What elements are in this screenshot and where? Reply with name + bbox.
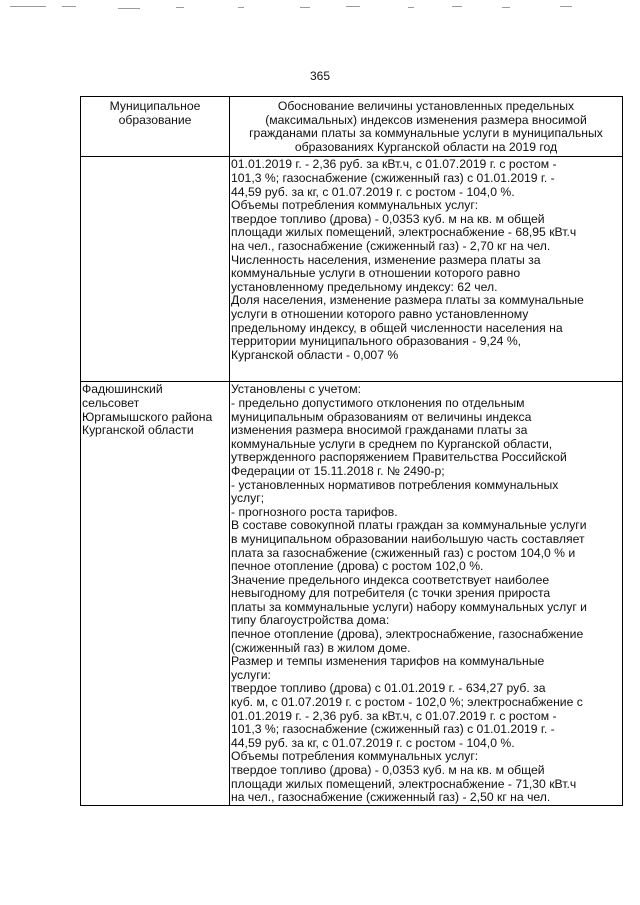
text-line: 101,3 %; газоснабжение (сжиженный газ) с 01.01.2019 г. - xyxy=(231,723,555,737)
text-line: на чел., газоснабжение (сжиженный газ) - 2,50 кг на чел. xyxy=(231,791,551,805)
table-row xyxy=(81,382,623,805)
text-line: коммунальные услуги в среднем по Курганской области, xyxy=(231,437,553,451)
text-line: Курганской области - 0,007 % xyxy=(231,348,399,362)
text-line: Юргамышского района xyxy=(82,410,213,424)
justification-table xyxy=(80,96,623,806)
text-line: установленному предельному индексу: 62 чел. xyxy=(231,280,498,294)
text-line: - прогнозного роста тарифов. xyxy=(231,505,398,519)
text-line: 01.01.2019 г. - 2,36 руб. за кВт.ч, с 01.07.2019 г. с ростом - xyxy=(231,709,557,723)
text-line: - установленных нормативов потребления коммунальных xyxy=(231,478,559,492)
text-line: (сжиженный газ) в жилом доме. xyxy=(231,641,411,655)
text-line: Обоснование величины установленных предельных xyxy=(277,100,575,113)
text-line: печное отопление (дрова) с ростом 102,0 %. xyxy=(231,560,484,574)
justification-text xyxy=(231,383,621,804)
text-line: Фадюшинский xyxy=(82,383,163,397)
justification-cell xyxy=(230,382,623,805)
header-municipality-text xyxy=(82,100,228,127)
header-justification-cell xyxy=(230,97,623,157)
text-line: территории муниципального образования - 9,24 %, xyxy=(231,335,522,349)
text-line: предельному индексу, в общей численности населения на xyxy=(231,321,563,335)
text-line: куб. м, с 01.07.2019 г. с ростом - 102,0 %; электроснабжение с xyxy=(231,696,583,710)
header-justification-text xyxy=(231,100,621,154)
text-line: Объемы потребления коммунальных услуг: xyxy=(231,750,479,764)
text-line: плата за газоснабжение (сжиженный газ) с ростом 104,0 % и xyxy=(231,546,576,560)
municipality-text xyxy=(82,383,228,437)
text-line: образование xyxy=(118,113,192,127)
justification-cell xyxy=(230,157,623,382)
header-municipality-cell xyxy=(81,97,230,157)
text-line: изменения размера вносимой гражданами платы за xyxy=(231,424,528,438)
text-line: Численность населения, изменение размера платы за xyxy=(231,253,541,267)
text-line: Муниципальное xyxy=(109,100,201,113)
text-line: типу благоустройства дома: xyxy=(231,614,390,628)
text-line: в муниципальном образовании наибольшую часть составляет xyxy=(231,532,585,546)
justification-text xyxy=(231,158,621,362)
text-line: Размер и темпы изменения тарифов на коммунальные xyxy=(231,655,545,669)
text-line: сельсовет xyxy=(82,396,140,410)
text-line: муниципальным образованиям от величины индекса xyxy=(231,410,532,424)
scan-artifact-strip xyxy=(0,0,640,14)
text-line: услуг; xyxy=(231,492,265,506)
text-line: Установлены с учетом: xyxy=(231,383,361,397)
page-number: 365 xyxy=(309,69,331,83)
text-line: на чел., газоснабжение (сжиженный газ) - 2,70 кг на чел. xyxy=(231,239,551,253)
text-line: услуги в отношении которого равно установленному xyxy=(231,307,529,321)
text-line: Курганской области xyxy=(82,424,194,438)
text-line: гражданами платы за коммунальные услуги в муниципальных xyxy=(249,127,603,141)
table-row xyxy=(81,157,623,382)
text-line: площади жилых помещений, электроснабжение - 71,30 кВт.ч xyxy=(231,777,577,791)
text-line: 44,59 руб. за кг, с 01.07.2019 г. с ростом - 104,0 %. xyxy=(231,185,515,199)
municipality-cell xyxy=(81,382,230,805)
text-line: 01.01.2019 г. - 2,36 руб. за кВт.ч, с 01.07.2019 г. с ростом - xyxy=(231,158,557,172)
text-line: площади жилых помещений, электроснабжение - 68,95 кВт.ч xyxy=(231,226,577,240)
text-line: образованиях Курганской области на 2019 год xyxy=(294,140,558,154)
municipality-cell xyxy=(81,157,230,382)
text-line: 44,59 руб. за кг, с 01.07.2019 г. с ростом - 104,0 %. xyxy=(231,736,515,750)
table-header-row xyxy=(81,97,623,157)
text-line: Доля населения, изменение размера платы за коммунальные xyxy=(231,294,584,308)
text-line: печное отопление (дрова), электроснабжение, газоснабжение xyxy=(231,628,584,642)
text-line: Объемы потребления коммунальных услуг: xyxy=(231,199,479,213)
text-line: Значение предельного индекса соответствует наиболее xyxy=(231,573,550,587)
text-line: твердое топливо (дрова) - 0,0353 куб. м на кв. м общей xyxy=(231,764,545,777)
text-line: коммунальные услуги в отношении которого равно xyxy=(231,267,521,281)
text-line: утвержденного распоряжением Правительства Российской xyxy=(231,451,567,465)
text-line: 101,3 %; газоснабжение (сжиженный газ) с 01.01.2019 г. - xyxy=(231,171,555,185)
text-line: - предельно допустимого отклонения по отдельным xyxy=(231,396,525,410)
text-line: твердое топливо (дрова) с 01.01.2019 г. - 634,27 руб. за xyxy=(231,682,546,696)
text-line: невыгодному для потребителя (с точки зрения прироста xyxy=(231,587,551,601)
text-line: Федерации от 15.11.2018 г. № 2490-р; xyxy=(231,464,445,478)
text-line: твердое топливо (дрова) - 0,0353 куб. м на кв. м общей xyxy=(231,212,545,226)
text-line: В составе совокупной платы граждан за коммунальные услуги xyxy=(231,519,587,533)
text-line: (максимальных) индексов изменения размера вносимой xyxy=(265,113,587,127)
text-line: платы за коммунальные услуги) набору коммунальных услуг и xyxy=(231,600,587,614)
text-line: услуги: xyxy=(231,668,271,682)
